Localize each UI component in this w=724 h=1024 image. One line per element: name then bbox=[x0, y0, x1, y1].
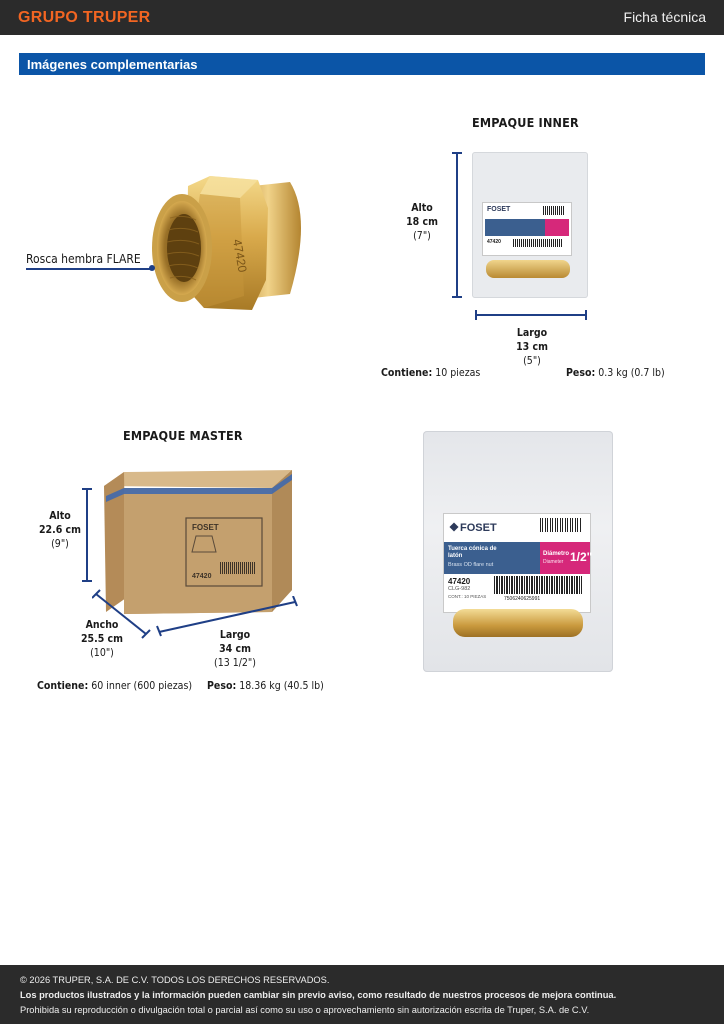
package-label: FOSET Tuerca cónica de latón Brass OD flare nut Diámetro Diameter 1/2" 47420 CLG-982 CONT.: 10 PIEZAS 7506240625991 bbox=[443, 513, 591, 613]
footer bbox=[0, 965, 724, 1024]
inner-title: EMPAQUE INNER bbox=[472, 115, 579, 130]
nut-engraving: 47420 bbox=[230, 238, 250, 274]
barcode-icon bbox=[543, 206, 565, 215]
inner-alto-label: Alto 18 cm (7") bbox=[406, 202, 438, 242]
master-ancho-label: Ancho 25.5 cm (10") bbox=[80, 619, 124, 659]
inner-alto-line bbox=[456, 152, 458, 298]
brand-logo: GRUPO TRUPER bbox=[18, 9, 151, 26]
inner-largo-line bbox=[475, 314, 587, 316]
section-bar bbox=[19, 53, 705, 75]
footer-rights: Prohibida su reproducción o divulgación total o parcial así como su uso o aprovechamiento sin autorización escrita de Truper, S.A. de C.V. bbox=[20, 1005, 590, 1015]
svg-text:FOSET: FOSET bbox=[192, 523, 219, 532]
barcode-icon bbox=[494, 576, 582, 594]
inner-bag-image bbox=[472, 152, 588, 298]
package-bag-image bbox=[423, 431, 613, 672]
package-brand: FOSET bbox=[450, 522, 497, 534]
barcode-icon bbox=[540, 518, 582, 532]
master-contiene: Contiene: 60 inner (600 piezas) bbox=[37, 680, 193, 692]
footer-disclaimer: Los productos ilustrados y la información pueden cambiar sin previo aviso, como resultado de nuestros procesos de mejora continua. bbox=[20, 990, 617, 1000]
doc-type-label: Ficha técnica bbox=[623, 9, 706, 25]
foset-logo-icon bbox=[449, 522, 458, 531]
inner-bag-nuts bbox=[486, 260, 570, 278]
product-callout: Rosca hembra FLARE bbox=[26, 252, 141, 266]
section-title: Imágenes complementarias bbox=[27, 57, 198, 72]
master-peso: Peso: 18.36 kg (40.5 lb) bbox=[207, 680, 324, 692]
inner-peso: Peso: 0.3 kg (0.7 lb) bbox=[566, 367, 665, 379]
flare-nut-image bbox=[140, 168, 320, 318]
master-title: EMPAQUE MASTER bbox=[123, 428, 243, 443]
header-bar bbox=[0, 0, 724, 35]
inner-contiene: Contiene: 10 piezas bbox=[381, 367, 481, 379]
footer-copyright: © 2026 TRUPER, S.A. DE C.V. TODOS LOS DERECHOS RESERVADOS. bbox=[20, 975, 330, 985]
inner-bag-label: FOSET 47420 bbox=[482, 202, 572, 256]
svg-text:47420: 47420 bbox=[192, 573, 212, 580]
callout-dot bbox=[149, 265, 155, 271]
barcode-icon bbox=[513, 239, 563, 247]
inner-largo-label: Largo 13 cm (5") bbox=[516, 327, 548, 367]
label-pink-band: Diámetro Diameter 1/2" bbox=[540, 542, 590, 574]
callout-line bbox=[26, 268, 152, 270]
master-alto-line bbox=[86, 488, 88, 582]
package-nuts bbox=[453, 609, 583, 637]
master-alto-label: Alto 22.6 cm (9") bbox=[38, 510, 82, 550]
master-largo-label: Largo 34 cm (13 1/2") bbox=[214, 629, 256, 669]
